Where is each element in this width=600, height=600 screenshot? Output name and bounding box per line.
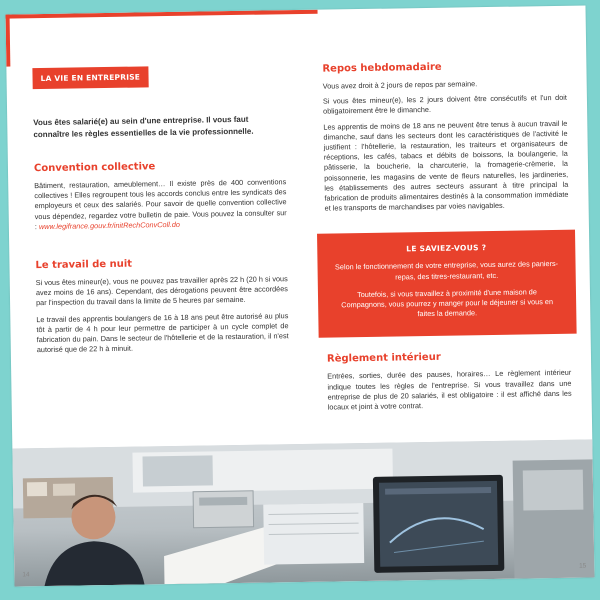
did-you-know-p2: Toutefois, si vous travaillez à proximité d'une maison de Compagnons, vous pourrez y manger pour le déjeuner si vous en faites la demande. <box>341 287 554 319</box>
accent-bar-top <box>6 10 318 19</box>
internal-rules-section <box>327 350 572 413</box>
office-photo <box>12 439 594 586</box>
office-photo-illustration <box>12 439 594 586</box>
night-work-p1: Si vous êtes mineur(e), vous ne pouvez pas travailler après 22 h (20 h si vous avez moins de 16 ans). Cependant, des dérogations peuvent être accordées par l'inspection du travail dans la limite de 5 heures par semaine. <box>35 274 288 308</box>
did-you-know-box <box>317 230 577 338</box>
weekly-rest-p3: Les apprentis de moins de 18 ans ne peuvent être tenus à aucun travail le dimanche, sauf dans les secteurs dont les caractéristiques de l'activité le justifient : l'hôtellerie, la restauration, les traiteurs et organisateurs de réceptions, les cafés, tabacs et débits de boissons, la boulangerie, la pâtisserie, la boucherie, la charcuterie, la fromagerie-crèmerie, la poissonnerie, les magasins de vente de fleurs naturelles, les jardineries, les établissements des autres secteurs assurant à titre principal la fabrication de produits alimentaires destinés à la consommation immédiate et les transports de marchandises par voies navigables. <box>323 118 569 213</box>
weekly-rest-title: Repos hebdomadaire <box>322 61 442 75</box>
page-number-right: 15 <box>578 562 587 570</box>
page-number-left: 14 <box>22 571 30 579</box>
night-work-title: Le travail de nuit <box>35 258 133 272</box>
weekly-rest-section <box>322 60 568 214</box>
weekly-rest-p1: Vous avez droit à 2 jours de repos par semaine. <box>322 79 478 91</box>
convention-title: Convention collective <box>33 161 156 175</box>
convention-section <box>34 159 287 232</box>
left-column <box>32 50 289 361</box>
brochure-spread <box>6 5 595 586</box>
internal-rules-title: Règlement intérieur <box>326 352 441 366</box>
night-work-section <box>35 256 288 355</box>
convention-text: Bâtiment, restauration, ameublement… Il existe près de 400 conventions collectives ! Elles regroupent tous les accords conclus entre les syndicats des employeurs et ceux des salariés. Pour savoir de quelle convention collective vous dépendez, regardez votre bulletin de paie. Vous pouvez la consulter sur : www.legifrance.gouv.fr/initRechConvColl.do <box>34 177 287 231</box>
right-column <box>322 46 572 419</box>
did-you-know-p1: Selon le fonctionnement de votre entreprise, vous aurez des paniers-repas, des titres-restaurant, etc. <box>334 259 559 282</box>
section-tag: LA VIE EN ENTREPRISE <box>32 66 148 89</box>
weekly-rest-p2: Si vous êtes mineur(e), les 2 jours doivent être consécutifs et l'un doit obligatoirement être le dimanche. <box>322 92 567 117</box>
did-you-know-title: LE SAVIEZ-VOUS ? <box>406 243 487 254</box>
intro-text: Vous êtes salarié(e) au sein d'une entreprise. Il vous faut connaître les règles essentielles de la vie professionnelle. <box>33 114 254 140</box>
legifrance-link[interactable]: www.legifrance.gouv.fr/initRechConvColl.do <box>38 219 181 231</box>
accent-bar-left <box>6 15 11 67</box>
night-work-p2: Le travail des apprentis boulangers de 16 à 18 ans peut être autorisé au plus tôt à partir de 4 h pour leur permettre de participer à un cycle complet de fabrication du pain. Dans le secteur de l'hôtellerie et de la restauration, il n'est autorisé que de 22 h à minuit. <box>36 310 289 355</box>
internal-rules-text: Entrées, sorties, durée des pauses, horaires… Le règlement intérieur indique toutes les règles de l'entreprise. Si vous travaillez dans une entreprise de plus de 20 salariés, il est obligatoire : il est affiché dans les locaux et joint à votre contrat. <box>327 368 572 412</box>
